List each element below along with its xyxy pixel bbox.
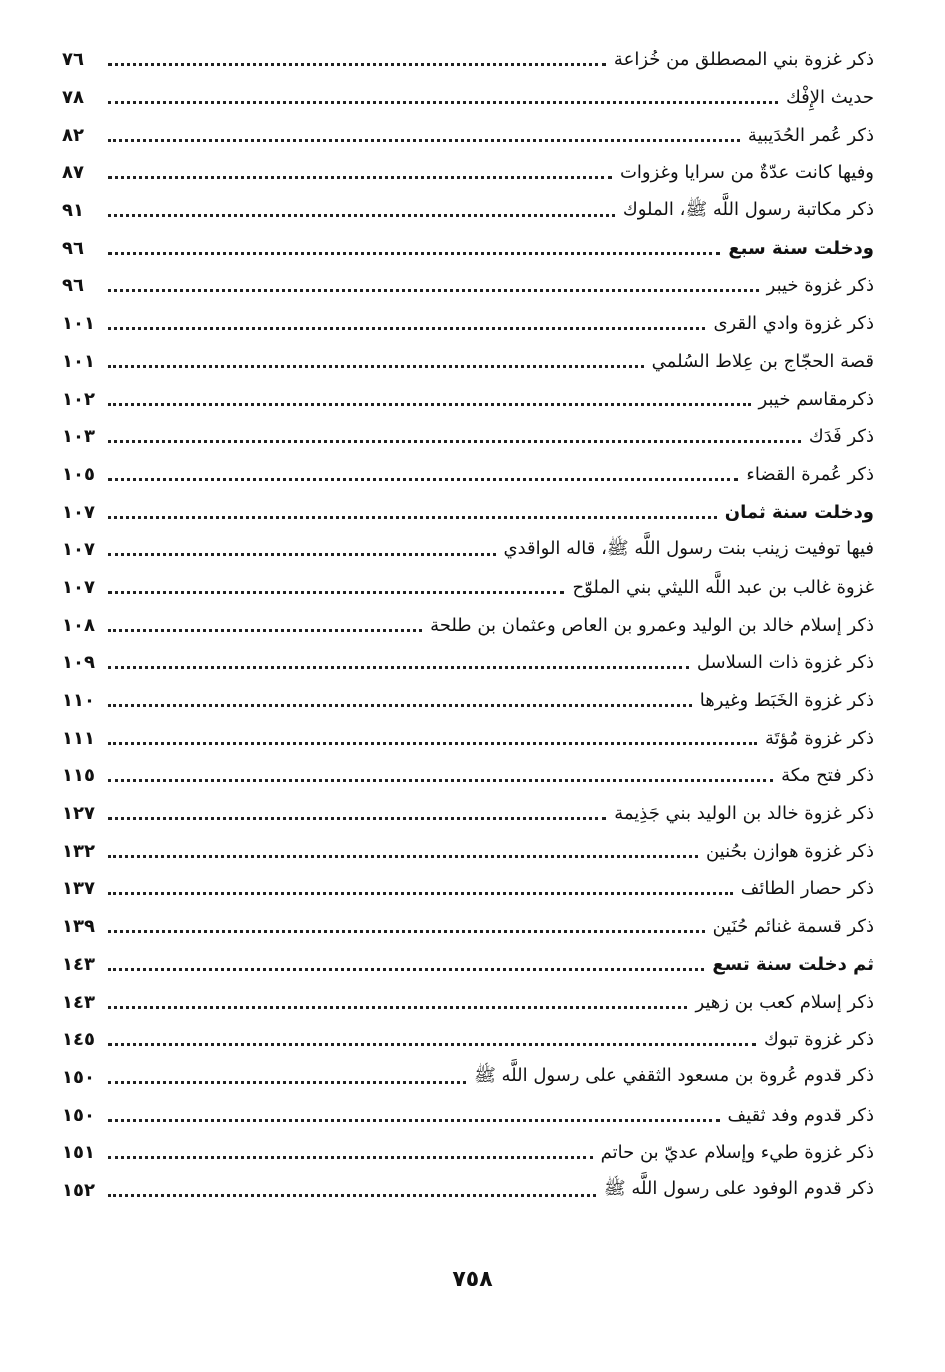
dot-leader — [108, 252, 720, 255]
dot-leader — [108, 289, 759, 292]
toc-entry — [62, 116, 874, 154]
toc-entry-page-number: ١٠٩ — [62, 652, 95, 674]
toc-entry-title: غزوة غالب بن عبد اللَّه الليثي بني الملوّح — [572, 576, 874, 598]
dot-leader — [108, 666, 689, 669]
dot-leader — [108, 930, 705, 933]
dot-leader — [108, 139, 740, 142]
toc-entry-page-number: ١٠٧ — [62, 501, 95, 523]
toc-entry-page-number: ١٠١ — [62, 313, 95, 335]
toc-entry-title: ذكر قدوم الوفود على رسول اللَّه ﷺ — [603, 1178, 874, 1200]
toc-entry — [62, 870, 874, 908]
table-of-contents — [62, 41, 874, 1209]
toc-year-heading — [62, 229, 874, 267]
toc-entry-page-number: ١٣٧ — [62, 878, 95, 900]
toc-entry-title: فيها توفيت زينب بنت رسول اللَّه ﷺ، قاله الواقدي — [503, 537, 874, 559]
toc-entry — [62, 456, 874, 494]
toc-entry-page-number: ٨٧ — [62, 162, 84, 184]
toc-entry-title: ذكر إسلام خالد بن الوليد وعمرو بن العاص وعثمان بن طلحة — [430, 614, 874, 636]
dot-leader — [108, 403, 751, 406]
dot-leader — [108, 1006, 687, 1009]
toc-entry-page-number: ١٠٧ — [62, 576, 95, 598]
toc-entry — [62, 305, 874, 343]
toc-entry-title: قصة الحجّاج بن عِلاط السُلمي — [651, 350, 874, 372]
toc-entry-page-number: ٩٦ — [62, 275, 84, 297]
toc-year-heading — [62, 493, 874, 531]
toc-entry-page-number: ١٠٣ — [62, 426, 95, 448]
toc-entry-title: ذكر غزوة طيء وإسلام عديّ بن حاتم — [600, 1142, 874, 1164]
toc-entry — [62, 606, 874, 644]
toc-entry — [62, 154, 874, 192]
toc-entry — [62, 192, 874, 230]
toc-entry-title: ذكر غزوة خيبر — [766, 275, 874, 297]
dot-leader — [108, 1156, 593, 1159]
toc-entry-title: حديث الإِفْك — [785, 87, 874, 109]
toc-entry-title: ذكر عُمر الحُدَيبية — [747, 124, 874, 146]
toc-entry-title: ذكر غزوة بني المصطلق من خُزاعة — [613, 49, 874, 71]
toc-entry-page-number: ١٠٥ — [62, 463, 95, 485]
dot-leader — [108, 968, 704, 971]
dot-leader — [108, 779, 773, 782]
toc-entry — [62, 569, 874, 607]
toc-entry-title: وفيها كانت عدّةٌ من سرايا وغزوات — [619, 162, 874, 184]
toc-entry-title: ودخلت سنة ثمان — [724, 501, 874, 523]
toc-entry-title: ذكر غزوة الخَبَط وغيرها — [699, 690, 874, 712]
toc-entry-page-number: ١٥٠ — [62, 1104, 95, 1126]
dot-leader — [108, 214, 615, 217]
dot-leader — [108, 892, 733, 895]
toc-entry-title: ذكر غزوة ذات السلاسل — [696, 652, 874, 674]
toc-entry-page-number: ١٣٩ — [62, 916, 95, 938]
toc-entry — [62, 79, 874, 117]
dot-leader — [108, 817, 606, 820]
toc-entry-page-number: ١٤٥ — [62, 1029, 95, 1051]
toc-entry — [62, 795, 874, 833]
toc-entry-title: ذكرمقاسم خيبر — [758, 388, 874, 410]
dot-leader — [108, 478, 738, 481]
toc-entry-title: ذكر قدوم وفد ثقيف — [727, 1104, 874, 1126]
toc-entry — [62, 531, 874, 569]
toc-entry-title: ذكر قسمة غنائم حُنَين — [712, 916, 874, 938]
toc-year-heading — [62, 946, 874, 984]
toc-entry-title: ذكر غزوة تبوك — [763, 1029, 874, 1051]
toc-entry-title: ثم دخلت سنة تسع — [712, 953, 874, 975]
toc-entry — [62, 380, 874, 418]
toc-entry-title: ذكر قدوم عُروة بن مسعود الثقفي على رسول اللَّه ﷺ — [474, 1065, 874, 1087]
dot-leader — [108, 63, 606, 66]
toc-entry-page-number: ١٥٠ — [62, 1066, 95, 1088]
toc-entry-page-number: ١١٠ — [62, 690, 95, 712]
toc-entry — [62, 1059, 874, 1097]
toc-entry — [62, 908, 874, 946]
toc-entry-page-number: ٩٦ — [62, 237, 84, 259]
toc-entry-page-number: ١٠٧ — [62, 539, 95, 561]
toc-entry-page-number: ١٠٨ — [62, 614, 95, 636]
dot-leader — [108, 704, 692, 707]
toc-entry-title: ذكر غزوة خالد بن الوليد بني جَذِيمة — [614, 803, 874, 825]
dot-leader — [108, 591, 564, 594]
toc-entry — [62, 267, 874, 305]
toc-entry-title: ودخلت سنة سبع — [728, 237, 874, 259]
dot-leader — [108, 629, 422, 632]
toc-entry-title: ذكر إسلام كعب بن زهير — [695, 991, 874, 1013]
toc-entry-title: ذكر حصار الطائف — [740, 878, 874, 900]
toc-entry-page-number: ١١١ — [62, 727, 95, 749]
toc-entry-title: ذكر فَدَك — [808, 426, 874, 448]
toc-entry — [62, 418, 874, 456]
toc-entry-title: ذكر مكاتبة رسول اللَّه ﷺ، الملوك — [622, 198, 874, 220]
dot-leader — [108, 855, 698, 858]
toc-entry — [62, 983, 874, 1021]
dot-leader — [108, 1043, 756, 1046]
toc-entry-page-number: ١٥٢ — [62, 1179, 95, 1201]
dot-leader — [108, 742, 757, 745]
dot-leader — [108, 101, 778, 104]
toc-entry-title: ذكر عُمرة القضاء — [746, 463, 874, 485]
toc-entry — [62, 832, 874, 870]
toc-entry-title: ذكر غزوة مُؤتَة — [764, 727, 874, 749]
dot-leader — [108, 440, 801, 443]
toc-entry — [62, 1172, 874, 1210]
dot-leader — [108, 516, 717, 519]
toc-entry-page-number: ٧٨ — [62, 87, 84, 109]
toc-entry — [62, 1021, 874, 1059]
toc-entry-page-number: ١٥١ — [62, 1142, 95, 1164]
toc-entry — [62, 1134, 874, 1172]
toc-entry — [62, 343, 874, 381]
toc-entry-page-number: ١٤٣ — [62, 991, 95, 1013]
page-number-footer: ٧٥٨ — [452, 1267, 493, 1292]
toc-entry — [62, 757, 874, 795]
dot-leader — [108, 1194, 596, 1197]
toc-entry-page-number: ١١٥ — [62, 765, 95, 787]
toc-entry-title: ذكر فتح مكة — [781, 765, 874, 787]
toc-entry-page-number: ١٠١ — [62, 350, 95, 372]
dot-leader — [108, 327, 705, 330]
toc-entry — [62, 41, 874, 79]
toc-entry — [62, 682, 874, 720]
toc-entry — [62, 1096, 874, 1134]
dot-leader — [108, 365, 644, 368]
toc-entry-page-number: ١٢٧ — [62, 803, 95, 825]
toc-entry-page-number: ١٣٢ — [62, 840, 95, 862]
dot-leader — [108, 176, 612, 179]
toc-entry-title: ذكر غزوة وادي القرى — [713, 313, 874, 335]
toc-entry-page-number: ١٠٢ — [62, 388, 95, 410]
toc-entry-page-number: ٧٦ — [62, 49, 84, 71]
dot-leader — [108, 1081, 466, 1084]
toc-entry-page-number: ١٤٣ — [62, 953, 95, 975]
dot-leader — [108, 553, 496, 556]
toc-entry — [62, 644, 874, 682]
toc-entry-page-number: ٨٢ — [62, 124, 84, 146]
toc-entry-title: ذكر غزوة هوازن بحُنين — [705, 840, 874, 862]
dot-leader — [108, 1119, 720, 1122]
toc-entry-page-number: ٩١ — [62, 200, 84, 222]
toc-entry — [62, 719, 874, 757]
